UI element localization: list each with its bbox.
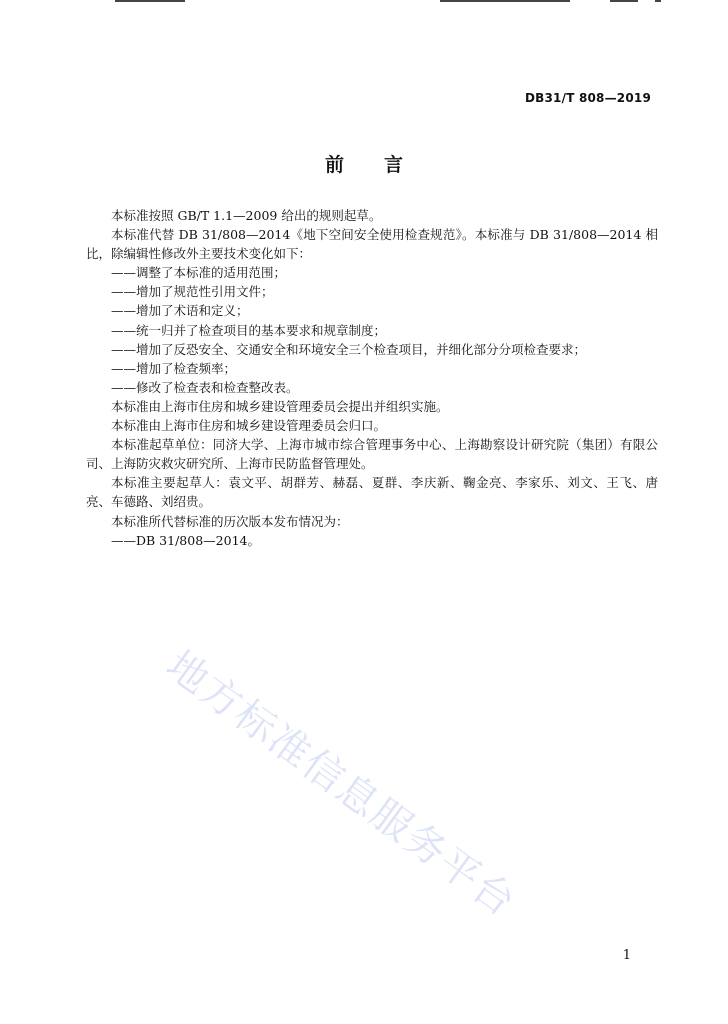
document-code: DB31/T 808—2019 (525, 91, 651, 105)
watermark: 地方标准信息服务平台 (157, 642, 525, 927)
scan-artifact (610, 0, 638, 2)
change-item: ——修改了检查表和检查整改表。 (111, 379, 299, 395)
paragraph-previous-editions: 本标准所代替标准的历次版本发布情况为： (111, 513, 349, 529)
change-item: ——增加了术语和定义； (111, 303, 249, 319)
scan-artifact (115, 0, 185, 2)
change-item: ——统一归并了检查项目的基本要求和规章制度； (111, 322, 387, 338)
previous-edition-item: ——DB 31/808—2014。 (111, 532, 260, 548)
paragraph-proposer: 本标准由上海市住房和城乡建设管理委员会提出并组织实施。 (111, 398, 449, 414)
page-title (0, 150, 728, 177)
paragraph-administrator: 本标准由上海市住房和城乡建设管理委员会归口。 (111, 418, 387, 434)
change-item: ——增加了检查频率； (111, 360, 237, 376)
scan-artifact (440, 0, 570, 2)
change-item: ——增加了反恐安全、交通安全和环境安全三个检查项目，并细化部分分项检查要求； (111, 341, 587, 357)
paragraph-drafting-units: 本标准起草单位：同济大学、上海市城市综合管理事务中心、上海勘察设计研究院（集团）有限公司、上海防灾救灾研究所、上海市民防监督管理处。 (86, 437, 658, 472)
paragraph-drafters: 本标准主要起草人：袁文平、胡群芳、赫磊、夏群、李庆新、鞠金亮、李家乐、刘文、王飞、唐亮、车德路、刘绍贵。 (86, 475, 658, 510)
paragraph-drafting-rule: 本标准按照 GB/T 1.1—2009 给出的规则起草。 (111, 208, 382, 223)
title-char-2: 言 (384, 154, 404, 176)
change-item: ——调整了本标准的适用范围； (111, 265, 287, 281)
scan-artifact (655, 0, 661, 2)
paragraph-replacement: 本标准代替 DB 31/808—2014《地下空间安全使用检查规范》。本标准与 DB 31/808—2014 相比，除编辑性修改外主要技术变化如下： (86, 227, 658, 262)
foreword-body (86, 206, 658, 550)
title-char-1: 前 (324, 154, 344, 176)
page-number: 1 (622, 948, 631, 963)
change-item: ——增加了规范性引用文件； (111, 284, 274, 300)
